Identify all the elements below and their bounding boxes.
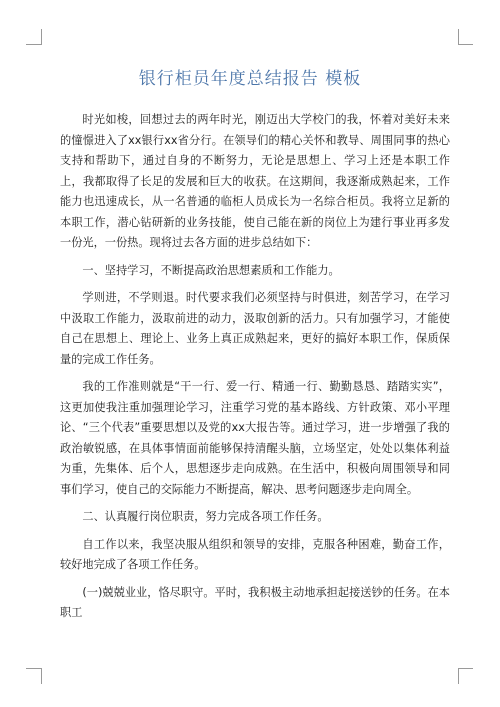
body-paragraph: 自工作以来，我坚决服从组织和领导的安排，克服各种困难，勤奋工作，较好地完成了各项工作任务。: [60, 537, 450, 571]
crop-mark-bottom-right-vertical: [458, 668, 459, 684]
document-body: [60, 110, 450, 624]
section-heading-2: 二、认真履行岗位职责，努力完成各项工作任务。: [82, 510, 329, 523]
crop-mark-top-left-vertical: [41, 29, 42, 45]
section-heading-1: 一、坚持学习，不断提高政治思想素质和工作能力。: [82, 263, 340, 277]
body-paragraph: 我的工作准则就是“干一行、爱一行、精通一行、勤勤恳恳、踏踏实实”，这更加使我注重加强理论学习，注重学习党的基本路线、方针政策、邓小平理论、“三个代表”重要思想以及党的xx大报告等。通过学习，进一步增强了我的政治敏锐感，在具体事情面前能够保持清醒头脑，立场坚定，处处以集体利益为重，先集体、后个人，思想逐步走向成熟。在生活中，积极向周围领导和同事们学习，使自己的交际能力不断提高，解决、思考问题逐步走向周全。: [60, 380, 450, 496]
document-title: 银行柜员年度总结报告 模板: [138, 69, 362, 89]
body-paragraph: 学则进，不学则退。时代要求我们必须坚持与时俱进，刻苦学习，在学习中汲取工作能力，汲取前进的动力，汲取创新的活力。只有加强学习，才能使自己在思想上、理论上、业务上真正成熟起来，更好的搞好本职工作，保质保量的完成工作任务。: [60, 291, 450, 366]
crop-mark-bottom-right-horizontal: [458, 668, 473, 669]
intro-paragraph: 时光如梭，回想过去的两年时光，刚迈出大学校门的我，怀着对美好未来的憧憬进入了xx银行xx省分行。在领导们的精心关怀和教导、周围同事的热心支持和帮助下，通过自身的不断努力，无论是思想上、学习上还是本职工作上，我都取得了长足的发展和巨大的收获。在这期间，我逐渐成熟起来，工作能力也迅速成长，从一名普通的临柜人员成长为一名综合柜员。我将立足新的本职工作，潜心钻研新的业务技能，使自己能在新的岗位上为建行事业再多发一份光，一份热。现将过去各方面的进步总结如下：: [60, 113, 450, 249]
body-paragraph: (一)兢兢业业，恪尽职守。平时，我积极主动地承担起接送钞的任务。在本职工: [60, 585, 450, 619]
crop-mark-top-right-vertical: [458, 29, 459, 45]
crop-mark-bottom-left-vertical: [41, 668, 42, 684]
crop-mark-bottom-left-horizontal: [26, 668, 41, 669]
crop-mark-top-right-horizontal: [458, 44, 473, 45]
crop-mark-top-left-horizontal: [26, 44, 41, 45]
